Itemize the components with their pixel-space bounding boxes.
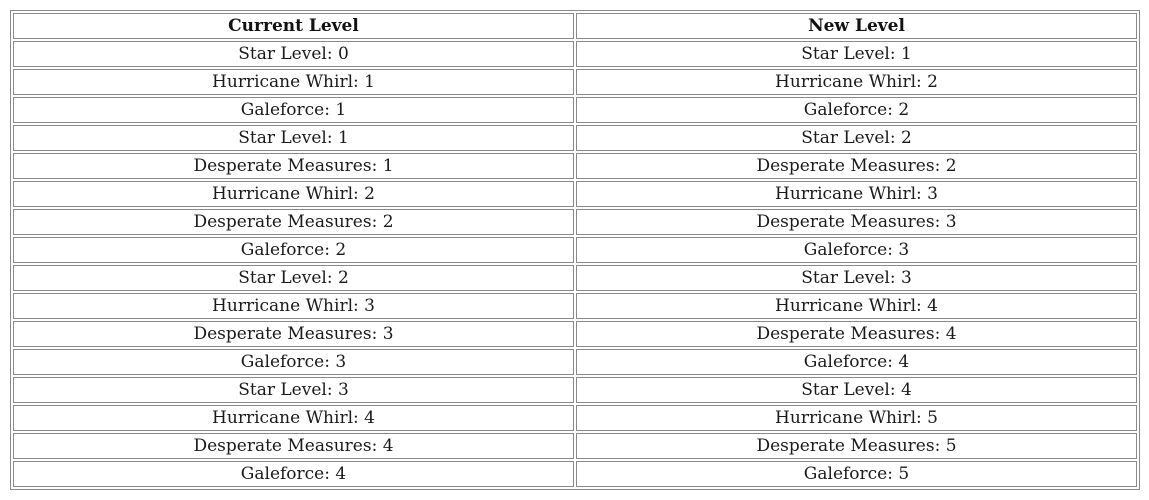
new-level-cell: Hurricane Whirl: 5	[576, 405, 1137, 431]
current-level-cell: Desperate Measures: 2	[13, 209, 574, 235]
current-level-cell: Hurricane Whirl: 4	[13, 405, 574, 431]
table-row	[13, 97, 1137, 123]
new-level-cell: Star Level: 3	[576, 265, 1137, 291]
table-row	[13, 433, 1137, 459]
new-level-cell: Desperate Measures: 5	[576, 433, 1137, 459]
current-level-cell: Galeforce: 3	[13, 349, 574, 375]
table-row	[13, 293, 1137, 319]
table-row	[13, 181, 1137, 207]
new-level-cell: Desperate Measures: 2	[576, 153, 1137, 179]
new-level-cell: Galeforce: 4	[576, 349, 1137, 375]
table-row	[13, 461, 1137, 487]
table-row	[13, 405, 1137, 431]
current-level-cell: Hurricane Whirl: 2	[13, 181, 574, 207]
header-current-level: Current Level	[13, 13, 574, 39]
new-level-cell: Hurricane Whirl: 3	[576, 181, 1137, 207]
current-level-cell: Desperate Measures: 4	[13, 433, 574, 459]
current-level-cell: Star Level: 1	[13, 125, 574, 151]
table-row	[13, 41, 1137, 67]
table-row	[13, 377, 1137, 403]
new-level-cell: Desperate Measures: 4	[576, 321, 1137, 347]
current-level-cell: Galeforce: 2	[13, 237, 574, 263]
new-level-cell: Galeforce: 2	[576, 97, 1137, 123]
new-level-cell: Galeforce: 3	[576, 237, 1137, 263]
level-table	[10, 10, 1140, 490]
table-row	[13, 153, 1137, 179]
current-level-cell: Hurricane Whirl: 3	[13, 293, 574, 319]
header-new-level: New Level	[576, 13, 1137, 39]
level-table-container	[10, 10, 1140, 490]
header-row	[13, 13, 1137, 39]
table-row	[13, 321, 1137, 347]
table-row	[13, 265, 1137, 291]
table-row	[13, 237, 1137, 263]
table-body	[13, 41, 1137, 487]
new-level-cell: Hurricane Whirl: 4	[576, 293, 1137, 319]
new-level-cell: Hurricane Whirl: 2	[576, 69, 1137, 95]
new-level-cell: Desperate Measures: 3	[576, 209, 1137, 235]
new-level-cell: Galeforce: 5	[576, 461, 1137, 487]
new-level-cell: Star Level: 4	[576, 377, 1137, 403]
current-level-cell: Galeforce: 1	[13, 97, 574, 123]
new-level-cell: Star Level: 2	[576, 125, 1137, 151]
table-row	[13, 125, 1137, 151]
current-level-cell: Desperate Measures: 1	[13, 153, 574, 179]
current-level-cell: Star Level: 0	[13, 41, 574, 67]
current-level-cell: Hurricane Whirl: 1	[13, 69, 574, 95]
table-header	[13, 13, 1137, 39]
table-row	[13, 69, 1137, 95]
new-level-cell: Star Level: 1	[576, 41, 1137, 67]
current-level-cell: Star Level: 3	[13, 377, 574, 403]
current-level-cell: Galeforce: 4	[13, 461, 574, 487]
table-row	[13, 209, 1137, 235]
table-row	[13, 349, 1137, 375]
current-level-cell: Desperate Measures: 3	[13, 321, 574, 347]
current-level-cell: Star Level: 2	[13, 265, 574, 291]
